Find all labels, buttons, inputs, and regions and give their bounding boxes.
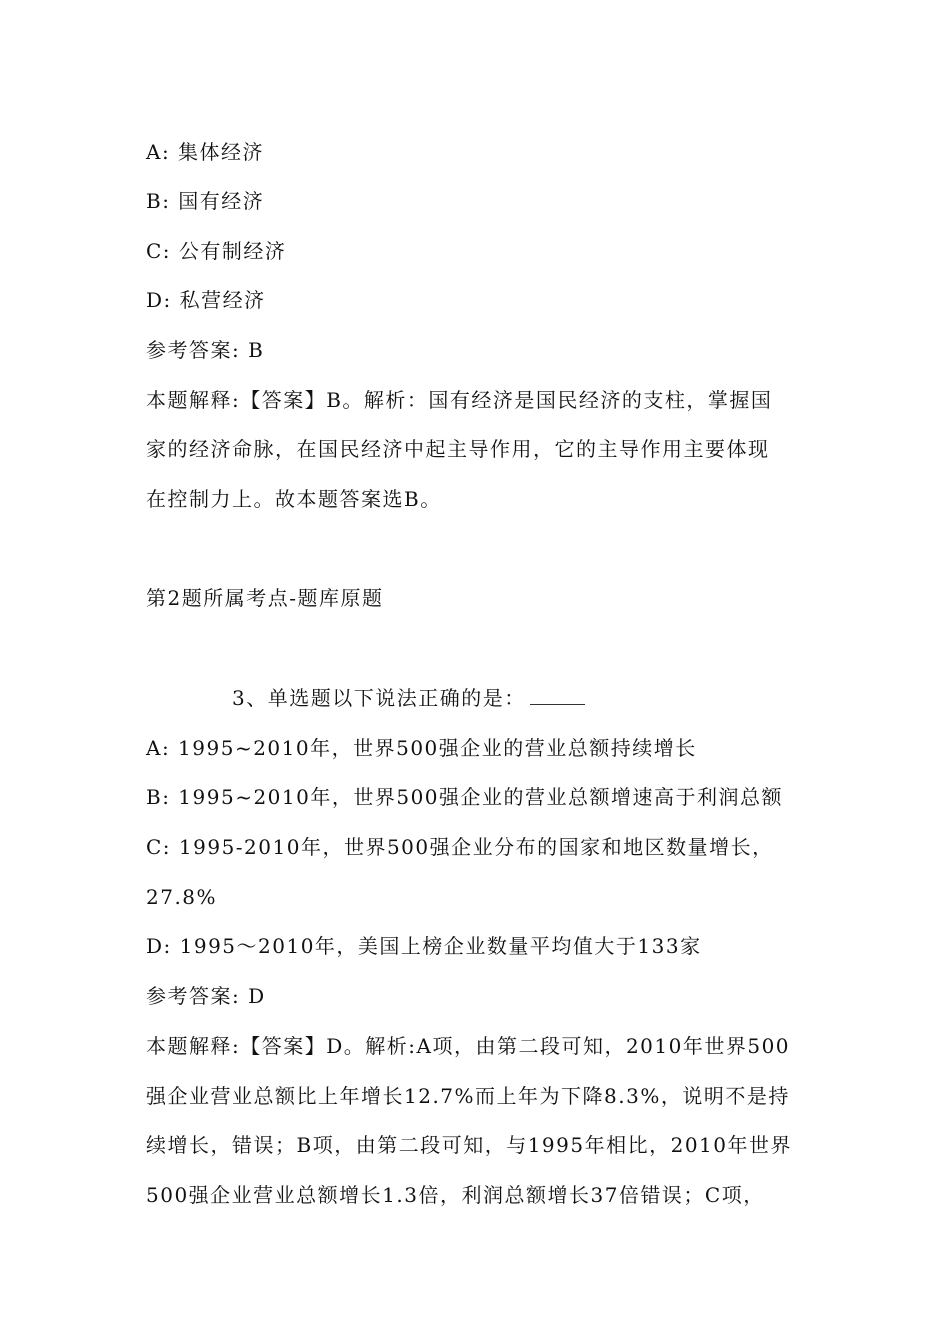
reference-answer: 参考答案: B xyxy=(146,338,265,362)
question-source: 第2题所属考点-题库原题 xyxy=(146,586,384,610)
option-d: D: 私营经济 xyxy=(146,288,266,312)
explanation-line: 家的经济命脉，在国民经济中起主导作用，它的主导作用主要体现 xyxy=(146,437,770,461)
option-c: C: 公有制经济 xyxy=(146,239,287,263)
explanation-line: 本题解释:【答案】B。解析：国有经济是国民经济的支柱，掌握国 xyxy=(146,388,773,412)
option-c-continued: 27.8% xyxy=(146,885,218,909)
question-text: 3、单选题以下说法正确的是： xyxy=(232,686,526,710)
explanation-line: 强企业营业总额比上年增长12.7%而上年为下降8.3%，说明不是持 xyxy=(146,1084,790,1108)
option-a: A: 集体经济 xyxy=(146,140,265,164)
answer-blank xyxy=(530,684,585,705)
reference-answer: 参考答案: D xyxy=(146,984,266,1008)
explanation-line: 500强企业营业总额增长1.3倍，利润总额增长37倍错误；C项， xyxy=(146,1183,765,1207)
explanation-line: 在控制力上。故本题答案选B。 xyxy=(146,487,442,511)
option-d: D: 1995～2010年，美国上榜企业数量平均值大于133家 xyxy=(146,934,702,958)
option-b: B: 国有经济 xyxy=(146,189,265,213)
explanation-line: 本题解释:【答案】D。解析:A项，由第二段可知，2010年世界500 xyxy=(146,1034,791,1058)
option-b: B: 1995~2010年，世界500强企业的营业总额增速高于利润总额 xyxy=(146,785,784,809)
option-a: A: 1995~2010年，世界500强企业的营业总额持续增长 xyxy=(146,736,697,760)
option-c: C: 1995-2010年，世界500强企业分布的国家和地区数量增长， xyxy=(146,835,774,859)
explanation-line: 续增长，错误；B项，由第二段可知，与1995年相比，2010年世界 xyxy=(146,1133,792,1157)
question-3-stem xyxy=(232,683,585,713)
